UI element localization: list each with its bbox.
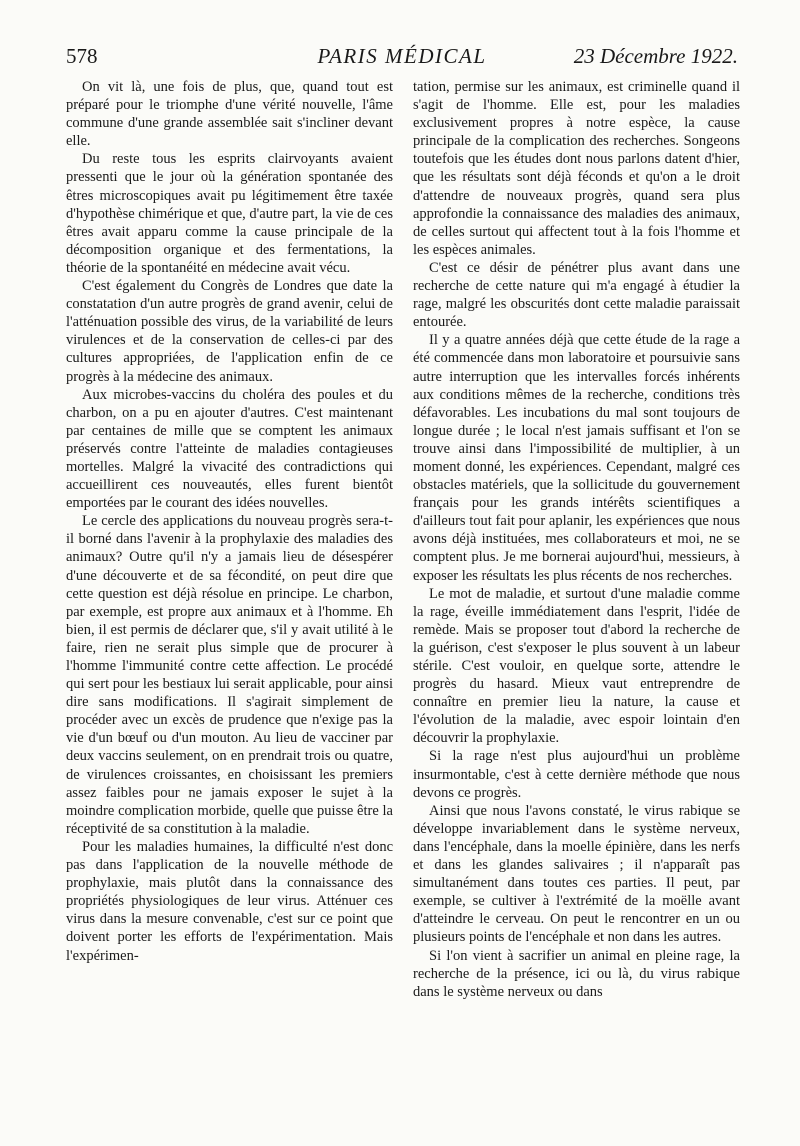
paragraph: tation, permise sur les animaux, est criminelle quand il s'agit de l'homme. Elle est, pour les maladies exclusivement propres à notre espèce, la cause principale de la complication des recherches. Songeons toutefois que les études dont nous parlons datent d'hier, que les résultats sont déjà féconds et qu'on a le droit d'attendre de nouveaux progrès, quand sera plus approfondie la connaissance des maladies des animaux, de celles surtout qui affectent tout à la fois l'homme et les espèces animales.	[413, 79, 740, 258]
left-column	[66, 78, 393, 965]
page-number: 578	[66, 44, 98, 68]
paragraph: Du reste tous les esprits clairvoyants avaient pressenti que le jour où la génération spontanée des êtres microscopiques avait pu légitimement être taxée d'hypothèse chimérique et que, d'autre part, la vie de ces êtres avait apparu comme la cause principale de la décomposition organique et des fermentations, la théorie de la spontanéité en médecine avait vécu.	[66, 151, 393, 276]
paragraph: Il y a quatre années déjà que cette étude de la rage a été commencée dans mon laboratoire et poursuivie sans autre interruption que les intervalles forcés inhérents aux conditions mêmes de la recherche, conditions très défavorables. Les incubations du mal sont toujours de longue durée ; le local n'est jamais suffisant et l'on se trouve ainsi dans l'impossibilité de multiplier, à un moment donné, les expériences. Cependant, malgré ces obstacles matériels, que la sollicitude du gouvernement français pour les grands intérêts scientifiques a d'ailleurs tout fait pour aplanir, les expériences que nous avons déjà instituées, mes collaborateurs et moi, ne se comptent plus. Je me bornerai aujourd'hui, messieurs, à exposer les résultats les plus récents de nos recherches.	[413, 332, 740, 584]
paragraph: Pour les maladies humaines, la difficulté n'est donc pas dans l'application de la nouvelle méthode de prophylaxie, mais plutôt dans la connaissance des propriétés physiologiques de leur virus. Atténuer ces virus dans la mesure convenable, c'est sur ce point que doivent porter les efforts de l'expérimentation. Mais l'expérimen-	[66, 838, 393, 964]
issue-date: 23 Décembre 1922.	[573, 44, 738, 68]
paragraph: Le cercle des applications du nouveau progrès sera-t-il borné dans l'avenir à la prophylaxie des maladies des animaux? Outre qu'il n'y a jamais lieu de désespérer d'une découverte et de sa fécondité, on peut dire que cette question est déjà résolue en principe. Le charbon, par exemple, est propre aux animaux et à l'homme. Eh bien, il est permis de déclarer que, s'il y avait utilité à le faire, rien ne serait plus simple que de procurer à l'homme l'immunité contre cette affection. Le procédé qui sert pour les bestiaux lui serait applicable, pour ainsi dire sans modifications. Il s'agirait simplement de procéder avec un excès de prudence que n'exige pas la vie d'un bœuf ou d'un mouton. Au lieu de vacciner par deux vaccins seulement, on en prendrait trois ou quatre, de virulences croissantes, en choisissant les premiers assez faibles pour ne jamais exposer le sujet à la moindre complication morbide, quelle que puisse être la réceptivité de sa constitution à la maladie.	[66, 513, 393, 837]
paragraph: Aux microbes-vaccins du choléra des poules et du charbon, on a pu en ajouter d'autres. C'est maintenant par centaines de mille que se comptent les animaux préservés contre l'atteinte de maladies contagieuses mortelles. Malgré la vivacité des contradictions qui accueillirent ces nouveautés, elles furent bientôt emportées par le courant des idées nouvelles.	[66, 386, 393, 512]
journal-title: PARIS MÉDICAL	[317, 44, 487, 68]
right-column	[413, 78, 740, 1001]
paragraph: Le mot de maladie, et surtout d'une maladie comme la rage, éveille immédiatement dans l'esprit, l'idée de remède. Mais se proposer tout d'abord la recherche de la guérison, c'est s'exposer le plus souvent à un labeur stérile. C'est vouloir, en quelque sorte, attendre le progrès du hasard. Mieux vaut entreprendre de connaître en premier lieu la nature, la cause et l'évolution de la maladie, avec espoir lointain d'en découvrir la prophylaxie.	[413, 585, 740, 747]
paragraph: C'est ce désir de pénétrer plus avant dans une recherche de cette nature qui m'a engagé à étudier la rage, malgré les obscurités dont cette maladie paraissait entourée.	[413, 259, 740, 331]
paragraph: Si l'on vient à sacrifier un animal en pleine rage, la recherche de la présence, ici ou là, du virus rabique dans le système nerveux ou dans	[413, 947, 740, 1000]
paragraph: C'est également du Congrès de Londres que date la constatation d'un autre progrès de grand avenir, celui de l'atténuation possible des virus, de la variabilité de leurs virulences et de la conservation de celles-ci par des cultures appropriées, de l'application enfin de ce progrès à la médecine des animaux.	[66, 278, 393, 385]
page-header	[66, 44, 738, 74]
paragraph: On vit là, une fois de plus, que, quand tout est préparé pour le triomphe d'une vérité nouvelle, l'âme commune d'une grande assemblée sait s'incliner devant elle.	[66, 79, 393, 150]
paragraph: Ainsi que nous l'avons constaté, le virus rabique se développe invariablement dans le système nerveux, dans l'encéphale, dans la moelle épinière, dans les nerfs et dans les glandes salivaires ; il n'apparaît pas simultanément dans toutes ces parties. Il peut, par exemple, se cultiver à l'extrémité de la moëlle avant d'atteindre le cerveau. On peut le rencontrer en un ou plusieurs points de l'encéphale et non dans les autres.	[413, 802, 740, 946]
paragraph: Si la rage n'est plus aujourd'hui un problème insurmontable, c'est à cette dernière méthode que nous devons ce progrès.	[413, 748, 740, 801]
